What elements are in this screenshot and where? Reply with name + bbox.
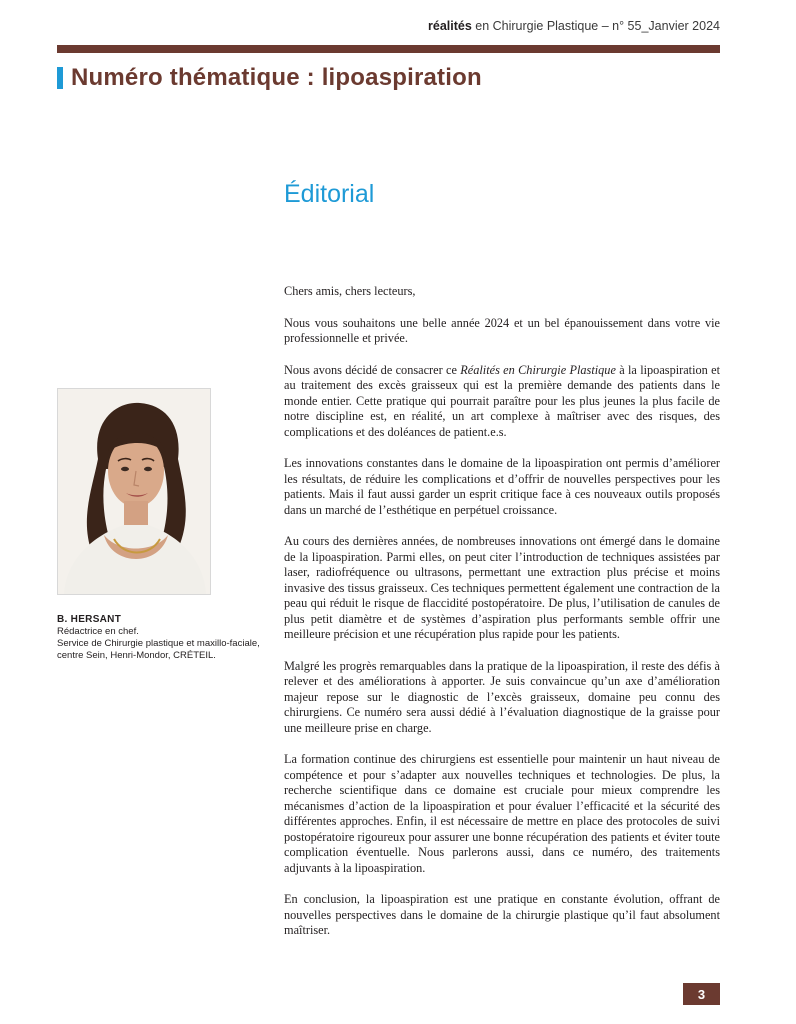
author-name: B. HERSANT: [57, 614, 122, 625]
paragraph-2-start: Nous avons décidé de consacrer ce: [284, 362, 461, 377]
section-title-text: Numéro thématique : lipoaspiration: [71, 64, 482, 91]
paragraph-2-end: à la lipoaspiration et au traitement des excès graisseux qui est la première demande des patients dans le monde entier. Cette pratique qui pourrait paraître pour les plus jeunes la plus facile de notre discipline est, en réalité, un art complexe à maîtriser avec des risques, des complications et des doléances de patient.e.s.: [284, 362, 721, 439]
section-marker: [57, 67, 63, 89]
paragraph-7: En conclusion, la lipoaspiration est une pratique en constante évolution, offrant de nouvelles perspectives dans le domaine de la chirurgie plastique qu’il faut absolument maîtriser.: [284, 892, 720, 937]
author-affiliation-2: centre Sein, Henri-Mondor, CRÉTEIL.: [57, 650, 216, 661]
paragraph-1: Nous vous souhaitons une belle année 2024 et un bel épanouissement dans votre vie professionnelle et privée.: [284, 315, 720, 345]
header-rule: [57, 45, 720, 53]
author-info: [57, 614, 267, 662]
paragraph-4: Au cours des dernières années, de nombreuses innovations ont émergé dans le domaine de la lipoaspiration. Parmi elles, on peut citer l’introduction de techniques assistées par laser, radiofréquence ou ultrasons, permettant une extraction plus précise et moins invasive des tissus graisseux. Ces techniques permettent également une contraction de la peau qui réduit le risque de flaccidité postopératoire. De plus, l’utilisation de canules de plus petit diamètre et de systèmes d’aspiration plus performants semble offrir une meilleure précision et une récupération plus rapide pour les patients.: [284, 534, 720, 641]
editorial-body: [284, 284, 720, 955]
paragraph-2: [284, 363, 720, 441]
editorial-title: Éditorial: [284, 180, 375, 208]
greeting: Chers amis, chers lecteurs,: [284, 284, 416, 298]
running-header: [428, 19, 720, 33]
journal-title-italic: Réalités en Chirurgie Plastique: [460, 362, 616, 377]
paragraph-6: La formation continue des chirurgiens est essentielle pour maintenir un haut niveau de compétence et pour s’adapter aux nouvelles techniques et technologies. De plus, la recherche scientifique dans ce domaine est cruciale pour mieux comprendre les mécanismes d’action de la lipoaspiration et pour évaluer l’efficacité et la sécurité des différentes approches. Enfin, il est nécessaire de mettre en place des protocoles de suivi postopératoire rigoureux pour assurer une bonne récupération des patients et éviter toute complication éventuelle. Nous parlerons aussi, dans ce numéro, des traitements adjuvants à la lipoaspiration.: [284, 752, 720, 875]
page-number: 3: [683, 983, 720, 1005]
author-affiliation-1: Service de Chirurgie plastique et maxillo-faciale,: [57, 638, 260, 649]
paragraph-3: Les innovations constantes dans le domaine de la lipoaspiration ont permis d’améliorer les résultats, de réduire les complications et d’offrir de nouvelles perspectives pour les patients. Mais il faut aussi garder un esprit critique face à ces nouveaux outils proposés dans un marché de l’esthétique en perpétuel croissance.: [284, 456, 720, 517]
section-title: [57, 64, 482, 92]
author-photo: [58, 389, 210, 594]
journal-name: réalités: [428, 19, 472, 33]
paragraph-5: Malgré les progrès remarquables dans la pratique de la lipoaspiration, il reste des défis à relever et des améliorations à apporter. Je suis convaincue qu’un axe d’amélioration majeur repose sur le diagnostic de l’excès graisseux, domaine peu connu des chirurgiens. Ce numéro sera aussi dédié à l’évaluation diagnostique de la graisse pour une meilleure prise en charge.: [284, 658, 720, 735]
author-portrait: [57, 388, 211, 595]
issue-info: en Chirurgie Plastique – n° 55_Janvier 2024: [471, 19, 720, 33]
author-role: Rédactrice en chef.: [57, 626, 139, 637]
